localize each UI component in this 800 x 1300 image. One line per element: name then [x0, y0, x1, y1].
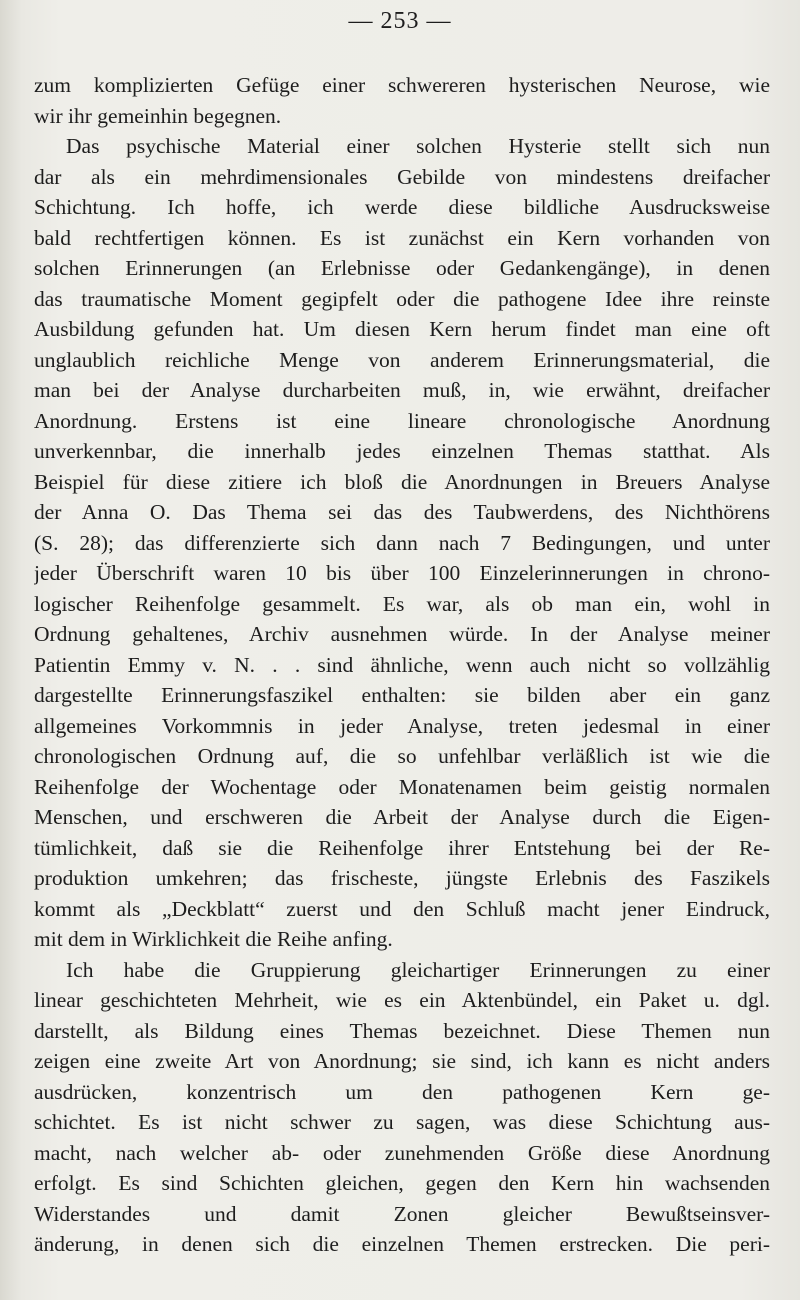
- text-line: Menschen, und erschweren die Arbeit der Analyse durch die Eigen-: [34, 805, 770, 829]
- text-line: ausdrücken, konzentrisch um den pathogenen Kern ge-: [34, 1079, 770, 1104]
- text-line: linear geschichteten Mehrheit, wie es ein Aktenbündel, ein Paket u. dgl.: [34, 988, 770, 1012]
- text-line: man bei der Analyse durcharbeiten muß, in, wie erwähnt, dreifacher: [34, 378, 770, 402]
- text-line: änderung, in denen sich die einzelnen Themen erstrecken. Die peri-: [34, 1232, 770, 1256]
- text-line: Anordnung. Erstens ist eine lineare chronologische Anordnung: [34, 408, 770, 433]
- text-line: schichtet. Es ist nicht schwer zu sagen, was diese Schichtung aus-: [34, 1110, 770, 1134]
- page-number: — 253 —: [348, 8, 452, 34]
- text-line: Reihenfolge der Wochentage oder Monatenamen beim geistig normalen: [34, 774, 770, 799]
- text-line: solchen Erinnerungen (an Erlebnisse oder Gedankengänge), in denen: [34, 256, 770, 280]
- text-line: das traumatische Moment gegipfelt oder die pathogene Idee ihre reinste: [34, 286, 770, 311]
- text-line: zeigen eine zweite Art von Anordnung; sie sind, ich kann es nicht anders: [34, 1049, 770, 1073]
- text-line: wir ihr gemeinhin begegnen.: [34, 103, 282, 128]
- text-line: chronologischen Ordnung auf, die so unfehlbar verläßlich ist wie die: [34, 744, 770, 768]
- text-line: Patientin Emmy v. N. . . sind ähnliche, wenn auch nicht so vollzählig: [34, 652, 770, 677]
- text-line: Ausbildung gefunden hat. Um diesen Kern herum findet man eine oft: [34, 317, 770, 341]
- text-line: Widerstandes und damit Zonen gleicher Bewußtseinsver-: [34, 1201, 770, 1226]
- body-text: [34, 70, 770, 1260]
- text-line: macht, nach welcher ab- oder zunehmenden Größe diese Anordnung: [34, 1140, 770, 1165]
- text-line: zum komplizierten Gefüge einer schwereren hysterischen Neurose, wie: [34, 73, 770, 97]
- text-line: der Anna O. Das Thema sei das des Taubwerdens, des Nichthörens: [34, 500, 770, 524]
- text-line: darstellt, als Bildung eines Themas bezeichnet. Diese Themen nun: [34, 1018, 770, 1043]
- text-line: bald rechtfertigen können. Es ist zunächst ein Kern vorhanden von: [34, 225, 770, 250]
- text-line: dar als ein mehrdimensionales Gebilde von mindestens dreifacher: [34, 164, 770, 189]
- text-line: kommt als „Deckblatt“ zuerst und den Schluß macht jener Eindruck,: [34, 896, 770, 921]
- text-line: unglaublich reichliche Menge von anderem Erinnerungsmaterial, die: [34, 347, 770, 372]
- text-line: dargestellte Erinnerungsfaszikel enthalten: sie bilden aber ein ganz: [34, 683, 770, 707]
- text-line: Beispiel für diese zitiere ich bloß die Anordnungen in Breuers Analyse: [34, 469, 770, 494]
- text-line: jeder Überschrift waren 10 bis über 100 Einzelerinnerungen in chrono-: [34, 561, 770, 585]
- text-line: unverkennbar, die innerhalb jedes einzelnen Themas statthat. Als: [34, 439, 770, 463]
- text-line: logischer Reihenfolge gesammelt. Es war, als ob man ein, wohl in: [34, 591, 770, 616]
- text-line: tümlichkeit, daß sie die Reihenfolge ihrer Entstehung bei der Re-: [34, 835, 770, 860]
- text-line: Ich habe die Gruppierung gleichartiger Erinnerungen zu einer: [66, 957, 770, 982]
- text-line: produktion umkehren; das frischeste, jüngste Erlebnis des Faszikels: [34, 866, 770, 890]
- text-line: Das psychische Material einer solchen Hysterie stellt sich nun: [66, 134, 770, 158]
- text-line: allgemeines Vorkommnis in jeder Analyse, treten jedesmal in einer: [34, 713, 770, 738]
- text-line: Schichtung. Ich hoffe, ich werde diese bildliche Ausdrucksweise: [34, 195, 770, 219]
- text-line: mit dem in Wirklichkeit die Reihe anfing.: [34, 927, 393, 951]
- text-line: Ordnung gehaltenes, Archiv ausnehmen würde. In der Analyse meiner: [34, 622, 770, 646]
- text-line: erfolgt. Es sind Schichten gleichen, gegen den Kern hin wachsenden: [34, 1171, 770, 1195]
- text-line: (S. 28); das differenzierte sich dann nach 7 Bedingungen, und unter: [34, 530, 770, 555]
